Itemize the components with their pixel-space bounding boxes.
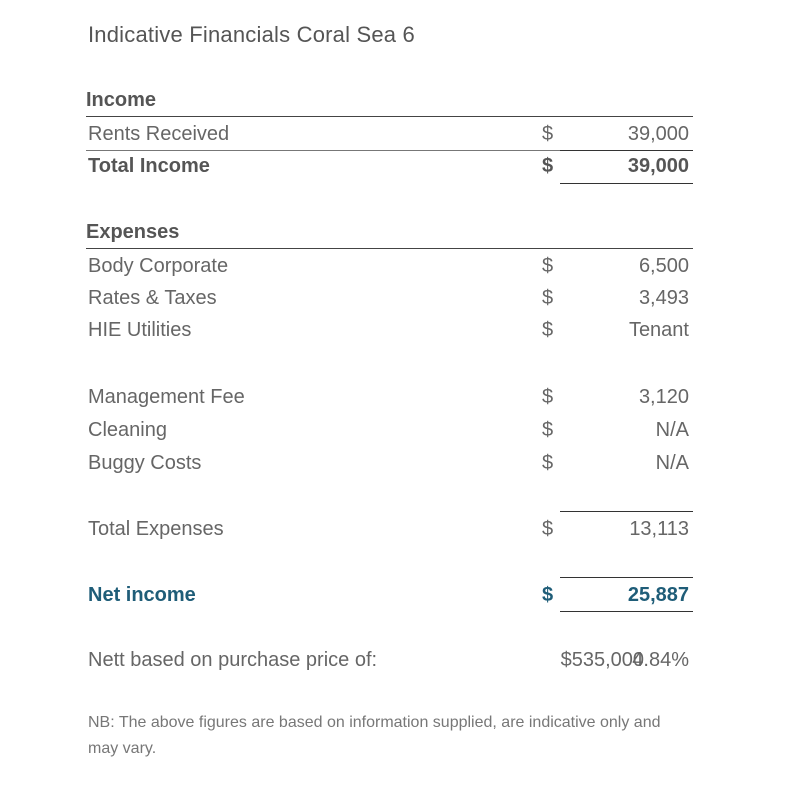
row-label: Buggy Costs	[88, 452, 202, 474]
total-expenses-row	[86, 513, 693, 545]
expense-row	[86, 414, 693, 446]
currency-symbol: $	[542, 386, 554, 408]
expense-row	[86, 250, 693, 282]
total-income-row	[86, 150, 693, 182]
total-expenses-topline	[560, 511, 693, 512]
row-value: 6,500	[638, 255, 689, 277]
row-label: Cleaning	[88, 419, 167, 441]
expenses-heading: Expenses	[86, 218, 693, 249]
row-value: N/A	[655, 452, 689, 474]
currency-symbol: $	[542, 255, 554, 277]
currency-symbol: $	[542, 584, 554, 606]
currency-symbol: $	[542, 155, 554, 177]
currency-symbol: $	[542, 452, 554, 474]
row-label: Net income	[88, 584, 196, 606]
row-label: Rents Received	[88, 123, 230, 145]
row-label: Rates & Taxes	[88, 287, 217, 309]
net-income-row	[86, 579, 693, 611]
row-label: Total Income	[88, 155, 210, 177]
currency-symbol: $	[542, 518, 554, 540]
expense-row	[86, 447, 693, 479]
row-label: Management Fee	[88, 386, 245, 408]
nett-yield-row	[86, 644, 693, 676]
row-value: 3,493	[638, 287, 689, 309]
purchase-price: $535,000	[560, 649, 644, 671]
row-label: Total Expenses	[88, 518, 224, 540]
row-value: N/A	[655, 419, 689, 441]
currency-symbol: $	[542, 287, 554, 309]
nett-label: Nett based on purchase price of:	[88, 649, 378, 671]
total-income-underline	[560, 183, 693, 184]
currency-symbol: $	[542, 123, 554, 145]
yield-percent: 4.84%	[632, 649, 689, 671]
expense-row	[86, 282, 693, 314]
row-value: 3,120	[638, 386, 689, 408]
income-heading: Income	[86, 86, 693, 117]
currency-symbol: $	[542, 319, 554, 341]
row-value: 39,000	[627, 155, 689, 177]
row-label: Body Corporate	[88, 255, 229, 277]
row-value: 39,000	[627, 123, 689, 145]
row-value: Tenant	[628, 319, 689, 341]
page-title: Indicative Financials Coral Sea 6	[88, 22, 415, 47]
net-income-topline	[560, 577, 693, 578]
row-label: HIE Utilities	[88, 319, 192, 341]
expense-row	[86, 381, 693, 413]
income-row-rents	[86, 118, 693, 151]
currency-symbol: $	[542, 419, 554, 441]
expense-row	[86, 314, 693, 346]
disclaimer-note: NB: The above figures are based on information supplied, are indicative only and may vary.	[88, 714, 661, 757]
net-income-underline	[560, 611, 693, 612]
row-value: 25,887	[627, 584, 689, 606]
row-value: 13,113	[629, 518, 689, 540]
